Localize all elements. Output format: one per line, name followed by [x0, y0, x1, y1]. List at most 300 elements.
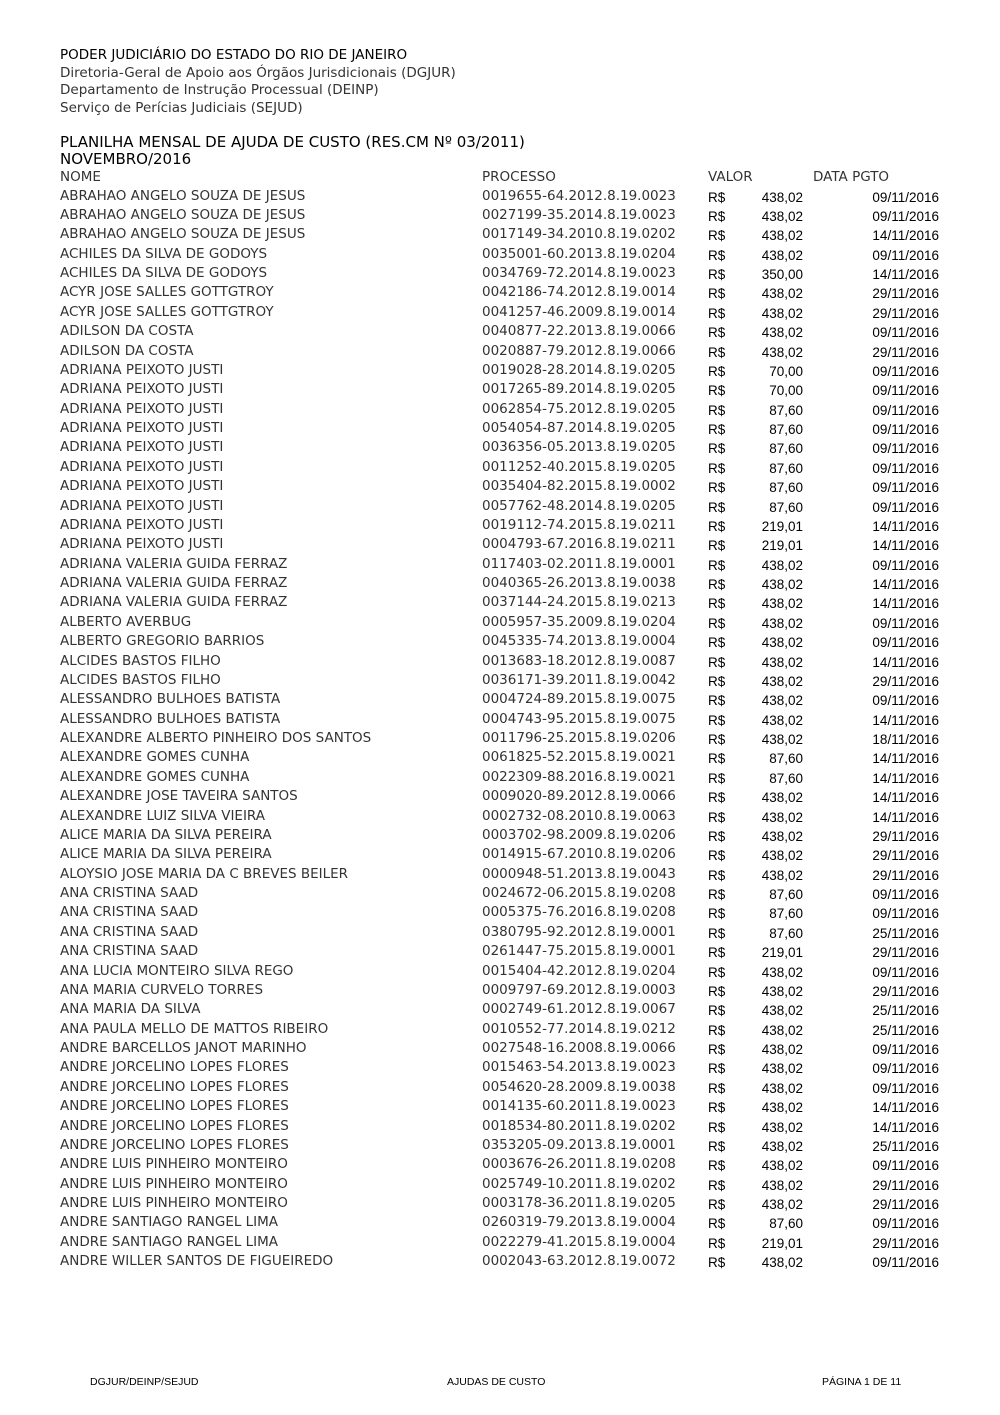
cell-valor: 438,02	[761, 983, 803, 999]
cell-nome: ADRIANA PEIXOTO JUSTI	[60, 361, 224, 378]
cell-nome: ALOYSIO JOSE MARIA DA C BREVES BEILER	[60, 865, 349, 882]
cell-currency: R$	[708, 402, 726, 418]
cell-data-pgto: 29/11/2016	[872, 286, 939, 302]
cell-data-pgto: 09/11/2016	[872, 189, 939, 205]
cell-valor: 438,02	[761, 1042, 803, 1057]
cell-data-pgto: 29/11/2016	[872, 848, 939, 864]
cell-currency: R$	[708, 480, 726, 496]
cell-data-pgto: 18/11/2016	[872, 732, 939, 747]
cell-processo: 0061825-52.2015.8.19.0021	[482, 749, 676, 766]
cell-nome: ANDRE JORCELINO LOPES FLORES	[60, 1136, 289, 1153]
cell-processo: 0002732-08.2010.8.19.0063	[482, 807, 676, 824]
cell-currency: R$	[708, 441, 726, 457]
cell-currency: R$	[708, 247, 726, 263]
cell-valor: 438,02	[761, 1255, 803, 1271]
cell-currency: R$	[708, 1042, 726, 1057]
cell-processo: 0011252-40.2015.8.19.0205	[482, 458, 676, 475]
cell-valor: 438,02	[761, 189, 803, 205]
cell-currency: R$	[708, 1080, 726, 1096]
cell-valor: 438,02	[761, 1061, 803, 1077]
table-row	[0, 652, 1000, 671]
table-row	[0, 1039, 1000, 1058]
cell-data-pgto: 09/11/2016	[872, 887, 939, 902]
cell-valor: 438,02	[761, 1003, 803, 1019]
table-row	[0, 981, 1000, 1000]
cell-nome: ADRIANA VALERIA GUIDA FERRAZ	[60, 594, 288, 611]
table-row	[0, 942, 1000, 961]
table-row	[0, 845, 1000, 864]
table-row	[0, 787, 1000, 806]
cell-valor: 438,02	[761, 828, 803, 844]
cell-processo: 0022309-88.2016.8.19.0021	[482, 768, 676, 785]
cell-currency: R$	[708, 983, 726, 999]
cell-valor: 438,02	[761, 964, 803, 980]
table-row	[0, 1078, 1000, 1097]
table-row	[0, 729, 1000, 748]
table-row	[0, 458, 1000, 477]
table-row	[0, 768, 1000, 787]
cell-nome: ADRIANA PEIXOTO JUSTI	[60, 536, 224, 553]
cell-processo: 0022279-41.2015.8.19.0004	[482, 1233, 676, 1250]
cell-nome: ADRIANA VALERIA GUIDA FERRAZ	[60, 575, 288, 591]
cell-valor: 87,60	[769, 480, 803, 496]
table-row	[0, 690, 1000, 709]
cell-data-pgto: 29/11/2016	[872, 867, 939, 883]
cell-valor: 87,60	[769, 460, 803, 476]
cell-currency: R$	[708, 770, 726, 786]
table-row	[0, 1252, 1000, 1271]
cell-processo: 0024672-06.2015.8.19.0208	[482, 885, 676, 901]
cell-processo: 0010552-77.2014.8.19.0212	[482, 1020, 676, 1037]
cell-processo: 0002749-61.2012.8.19.0067	[482, 1001, 676, 1018]
cell-valor: 438,02	[761, 848, 803, 864]
table-row	[0, 923, 1000, 942]
cell-data-pgto: 29/11/2016	[872, 1177, 939, 1193]
cell-nome: ADILSON DA COSTA	[60, 323, 194, 340]
cell-nome: ALBERTO GREGORIO BARRIOS	[60, 633, 265, 650]
cell-nome: ACHILES DA SILVA DE GODOYS	[60, 245, 268, 262]
cell-nome: ACYR JOSE SALLES GOTTGTROY	[60, 303, 274, 320]
cell-nome: ALCIDES BASTOS FILHO	[60, 652, 221, 669]
header-department: Departamento de Instrução Processual (DEINP)	[60, 82, 379, 98]
cell-valor: 438,02	[761, 1197, 803, 1212]
cell-valor: 438,02	[761, 325, 803, 341]
cell-valor: 438,02	[761, 305, 803, 321]
column-header-valor: VALOR	[708, 169, 753, 185]
table-row	[0, 613, 1000, 632]
cell-currency: R$	[708, 383, 726, 399]
cell-currency: R$	[708, 809, 726, 825]
cell-nome: ADRIANA PEIXOTO JUSTI	[60, 400, 224, 417]
footer-page-number: PÁGINA 1 DE 11	[822, 1376, 902, 1388]
cell-nome: ADRIANA PEIXOTO JUSTI	[60, 478, 224, 495]
cell-data-pgto: 09/11/2016	[872, 460, 939, 476]
cell-valor: 87,60	[769, 770, 803, 786]
cell-data-pgto: 09/11/2016	[872, 1061, 939, 1077]
cell-nome: ANA CRISTINA SAAD	[60, 943, 199, 960]
table-row	[0, 497, 1000, 516]
cell-data-pgto: 09/11/2016	[872, 480, 939, 496]
cell-nome: ADRIANA PEIXOTO JUSTI	[60, 381, 224, 398]
cell-nome: ALICE MARIA DA SILVA PEREIRA	[60, 846, 272, 863]
table-row	[0, 438, 1000, 457]
cell-currency: R$	[708, 1255, 726, 1271]
table-row	[0, 1155, 1000, 1174]
cell-processo: 0015463-54.2013.8.19.0023	[482, 1059, 676, 1076]
cell-nome: ALEXANDRE GOMES CUNHA	[60, 768, 250, 785]
table-row	[0, 1000, 1000, 1019]
cell-processo: 0380795-92.2012.8.19.0001	[482, 923, 676, 940]
cell-processo: 0017149-34.2010.8.19.0202	[482, 226, 676, 243]
table-row	[0, 710, 1000, 729]
cell-processo: 0025749-10.2011.8.19.0202	[482, 1175, 676, 1192]
cell-nome: ADRIANA PEIXOTO JUSTI	[60, 516, 224, 533]
cell-valor: 438,02	[761, 1138, 803, 1154]
cell-data-pgto: 14/11/2016	[872, 770, 939, 786]
cell-valor: 87,60	[769, 925, 803, 941]
cell-processo: 0041257-46.2009.8.19.0014	[482, 303, 676, 320]
cell-processo: 0017265-89.2014.8.19.0205	[482, 381, 676, 398]
cell-data-pgto: 09/11/2016	[872, 363, 939, 379]
cell-nome: ALESSANDRO BULHOES BATISTA	[60, 691, 281, 708]
cell-currency: R$	[708, 693, 726, 709]
cell-data-pgto: 25/11/2016	[872, 1022, 939, 1038]
column-header-nome: NOME	[60, 169, 101, 185]
cell-currency: R$	[708, 422, 726, 437]
footer-left: DGJUR/DEINP/SEJUD	[90, 1376, 199, 1388]
cell-valor: 438,02	[761, 635, 803, 651]
cell-currency: R$	[708, 712, 726, 728]
document-header	[60, 47, 456, 117]
cell-nome: ALEXANDRE JOSE TAVEIRA SANTOS	[60, 788, 298, 805]
cell-processo: 0019028-28.2014.8.19.0205	[482, 361, 676, 378]
cell-currency: R$	[708, 363, 726, 379]
cell-currency: R$	[708, 1216, 726, 1232]
cell-nome: ANA MARIA DA SILVA	[60, 1001, 201, 1018]
cell-data-pgto: 29/11/2016	[872, 673, 939, 689]
table-row	[0, 225, 1000, 244]
cell-valor: 438,02	[761, 596, 803, 612]
cell-nome: ANA MARIA CURVELO TORRES	[60, 981, 264, 998]
cell-nome: ALEXANDRE ALBERTO PINHEIRO DOS SANTOS	[60, 730, 372, 746]
cell-currency: R$	[708, 751, 726, 767]
table-row	[0, 245, 1000, 264]
cell-currency: R$	[708, 848, 726, 864]
cell-data-pgto: 09/11/2016	[872, 1042, 939, 1057]
cell-processo: 0117403-02.2011.8.19.0001	[482, 555, 676, 572]
cell-data-pgto: 09/11/2016	[872, 1255, 939, 1271]
table-row	[0, 187, 1000, 206]
column-header-data: DATA PGTO	[813, 169, 890, 185]
cell-currency: R$	[708, 615, 726, 631]
cell-currency: R$	[708, 518, 726, 534]
cell-currency: R$	[708, 887, 726, 902]
table-row	[0, 671, 1000, 690]
table-row	[0, 303, 1000, 322]
table-row	[0, 826, 1000, 845]
cell-processo: 0015404-42.2012.8.19.0204	[482, 962, 676, 979]
cell-currency: R$	[708, 1138, 726, 1154]
cell-valor: 219,01	[761, 1235, 803, 1251]
cell-currency: R$	[708, 557, 726, 573]
cell-nome: ACYR JOSE SALLES GOTTGTROY	[60, 284, 274, 301]
cell-processo: 0009020-89.2012.8.19.0066	[482, 788, 676, 805]
cell-data-pgto: 25/11/2016	[872, 1138, 939, 1154]
cell-processo: 0037144-24.2015.8.19.0213	[482, 594, 676, 611]
cell-data-pgto: 14/11/2016	[872, 809, 939, 825]
cell-valor: 438,02	[761, 1158, 803, 1174]
cell-currency: R$	[708, 499, 726, 515]
cell-currency: R$	[708, 1100, 726, 1116]
cell-nome: ANDRE SANTIAGO RANGEL LIMA	[60, 1233, 279, 1250]
cell-nome: ADRIANA PEIXOTO JUSTI	[60, 458, 224, 475]
cell-nome: ADRIANA VALERIA GUIDA FERRAZ	[60, 555, 288, 572]
cell-currency: R$	[708, 460, 726, 476]
cell-processo: 0057762-48.2014.8.19.0205	[482, 497, 676, 514]
cell-nome: ACHILES DA SILVA DE GODOYS	[60, 265, 268, 281]
header-court: PODER JUDICIÁRIO DO ESTADO DO RIO DE JANEIRO	[60, 47, 408, 63]
cell-nome: ADILSON DA COSTA	[60, 342, 194, 359]
cell-nome: ABRAHAO ANGELO SOUZA DE JESUS	[60, 187, 306, 204]
table-row	[0, 1175, 1000, 1194]
header-directorate: Diretoria-Geral de Apoio aos Órgãos Jurisdicionais (DGJUR)	[60, 64, 456, 81]
cell-valor: 70,00	[769, 363, 803, 379]
cell-currency: R$	[708, 906, 726, 922]
cell-valor: 438,02	[761, 673, 803, 689]
cell-nome: ALBERTO AVERBUG	[60, 613, 192, 630]
cell-currency: R$	[708, 635, 726, 651]
cell-nome: ALESSANDRO BULHOES BATISTA	[60, 710, 281, 727]
cell-processo: 0260319-79.2013.8.19.0004	[482, 1214, 676, 1231]
table-row	[0, 962, 1000, 981]
cell-currency: R$	[708, 208, 726, 224]
table-row	[0, 361, 1000, 380]
cell-processo: 0054054-87.2014.8.19.0205	[482, 420, 676, 436]
cell-nome: ANDRE JORCELINO LOPES FLORES	[60, 1117, 289, 1134]
table-row	[0, 748, 1000, 767]
cell-valor: 219,01	[761, 945, 803, 961]
cell-processo: 0003676-26.2011.8.19.0208	[482, 1156, 676, 1173]
cell-data-pgto: 14/11/2016	[872, 751, 939, 767]
table-row	[0, 884, 1000, 903]
table-row	[0, 1194, 1000, 1213]
cell-data-pgto: 09/11/2016	[872, 208, 939, 224]
cell-valor: 438,02	[761, 867, 803, 883]
cell-valor: 438,02	[761, 208, 803, 224]
cell-valor: 438,02	[761, 228, 803, 244]
table-row	[0, 342, 1000, 361]
cell-valor: 219,01	[761, 518, 803, 534]
cell-nome: ANDRE JORCELINO LOPES FLORES	[60, 1078, 289, 1095]
table-row	[0, 632, 1000, 651]
cell-data-pgto: 09/11/2016	[872, 383, 939, 399]
table-row	[0, 1136, 1000, 1155]
table-row	[0, 400, 1000, 419]
title-planilha: PLANILHA MENSAL DE AJUDA DE CUSTO (RES.CM Nº 03/2011)	[60, 133, 525, 151]
cell-nome: ALICE MARIA DA SILVA PEREIRA	[60, 826, 272, 843]
cell-data-pgto: 29/11/2016	[872, 305, 939, 321]
cell-valor: 87,60	[769, 751, 803, 767]
cell-currency: R$	[708, 344, 726, 360]
cell-currency: R$	[708, 1119, 726, 1135]
cell-currency: R$	[708, 673, 726, 689]
cell-valor: 438,02	[761, 712, 803, 728]
cell-currency: R$	[708, 325, 726, 341]
cell-valor: 438,02	[761, 577, 803, 592]
cell-currency: R$	[708, 828, 726, 844]
cell-data-pgto: 09/11/2016	[872, 964, 939, 980]
cell-currency: R$	[708, 1235, 726, 1251]
cell-data-pgto: 09/11/2016	[872, 906, 939, 922]
cell-valor: 438,02	[761, 1119, 803, 1135]
cell-valor: 438,02	[761, 247, 803, 263]
table-row	[0, 593, 1000, 612]
table-row	[0, 574, 1000, 593]
cell-valor: 70,00	[769, 383, 803, 399]
column-header-processo: PROCESSO	[482, 169, 556, 185]
cell-valor: 438,02	[761, 1080, 803, 1096]
cell-data-pgto: 09/11/2016	[872, 1216, 939, 1232]
table-row	[0, 535, 1000, 554]
cell-processo: 0019112-74.2015.8.19.0211	[482, 516, 676, 533]
cell-processo: 0000948-51.2013.8.19.0043	[482, 865, 676, 882]
cell-processo: 0045335-74.2013.8.19.0004	[482, 633, 676, 650]
cell-nome: ADRIANA PEIXOTO JUSTI	[60, 439, 224, 456]
cell-currency: R$	[708, 964, 726, 980]
cell-valor: 87,60	[769, 1216, 803, 1232]
cell-currency: R$	[708, 1061, 726, 1077]
cell-valor: 438,02	[761, 1100, 803, 1116]
table-row	[0, 1213, 1000, 1232]
cell-data-pgto: 09/11/2016	[872, 402, 939, 418]
cell-processo: 0004743-95.2015.8.19.0075	[482, 710, 676, 727]
cell-valor: 438,02	[761, 1022, 803, 1038]
cell-currency: R$	[708, 1177, 726, 1193]
cell-valor: 219,01	[761, 538, 803, 554]
cell-processo: 0018534-80.2011.8.19.0202	[482, 1117, 676, 1134]
cell-valor: 438,02	[761, 344, 803, 360]
cell-valor: 438,02	[761, 286, 803, 302]
cell-data-pgto: 09/11/2016	[872, 693, 939, 709]
table-row	[0, 283, 1000, 302]
cell-nome: ALEXANDRE LUIZ SILVA VIEIRA	[60, 807, 265, 824]
cell-data-pgto: 25/11/2016	[872, 1003, 939, 1019]
cell-processo: 0027548-16.2008.8.19.0066	[482, 1040, 676, 1056]
cell-currency: R$	[708, 925, 726, 941]
title-month: NOVEMBRO/2016	[60, 150, 192, 168]
cell-currency: R$	[708, 538, 726, 554]
cell-valor: 438,02	[761, 693, 803, 709]
cell-processo: 0003178-36.2011.8.19.0205	[482, 1195, 676, 1211]
cell-currency: R$	[708, 945, 726, 961]
cell-currency: R$	[708, 732, 726, 747]
cell-processo: 0034769-72.2014.8.19.0023	[482, 265, 676, 281]
cell-nome: ALCIDES BASTOS FILHO	[60, 671, 221, 688]
table-row	[0, 419, 1000, 438]
cell-valor: 438,02	[761, 654, 803, 670]
table-row	[0, 380, 1000, 399]
cell-valor: 87,60	[769, 887, 803, 902]
cell-processo: 0014915-67.2010.8.19.0206	[482, 846, 676, 863]
cell-data-pgto: 14/11/2016	[872, 712, 939, 728]
cell-currency: R$	[708, 1003, 726, 1019]
cell-data-pgto: 09/11/2016	[872, 557, 939, 573]
cell-currency: R$	[708, 267, 726, 282]
cell-nome: ANDRE LUIS PINHEIRO MONTEIRO	[60, 1195, 288, 1211]
cell-data-pgto: 14/11/2016	[872, 538, 939, 554]
table-row	[0, 865, 1000, 884]
cell-data-pgto: 09/11/2016	[872, 325, 939, 341]
cell-nome: ANA CRISTINA SAAD	[60, 923, 199, 940]
cell-currency: R$	[708, 305, 726, 321]
cell-processo: 0035404-82.2015.8.19.0002	[482, 478, 676, 495]
cell-data-pgto: 29/11/2016	[872, 344, 939, 360]
cell-data-pgto: 29/11/2016	[872, 828, 939, 844]
cell-processo: 0036356-05.2013.8.19.0205	[482, 439, 676, 456]
cell-valor: 438,02	[761, 790, 803, 806]
cell-currency: R$	[708, 596, 726, 612]
cell-nome: ANDRE JORCELINO LOPES FLORES	[60, 1098, 289, 1115]
cell-nome: ANA PAULA MELLO DE MATTOS RIBEIRO	[60, 1020, 329, 1037]
cell-data-pgto: 09/11/2016	[872, 499, 939, 515]
cell-valor: 87,60	[769, 906, 803, 922]
table-row	[0, 903, 1000, 922]
cell-data-pgto: 09/11/2016	[872, 1080, 939, 1096]
table-row	[0, 322, 1000, 341]
cell-data-pgto: 14/11/2016	[872, 790, 939, 806]
cell-currency: R$	[708, 1022, 726, 1038]
cell-valor: 438,02	[761, 1177, 803, 1193]
cell-data-pgto: 14/11/2016	[872, 1100, 939, 1116]
cell-valor: 350,00	[761, 267, 803, 282]
cell-nome: ANDRE WILLER SANTOS DE FIGUEIREDO	[60, 1253, 334, 1270]
cell-valor: 438,02	[761, 809, 803, 825]
payment-table	[0, 187, 1000, 1272]
cell-data-pgto: 29/11/2016	[872, 1235, 939, 1251]
cell-data-pgto: 14/11/2016	[872, 1119, 939, 1135]
cell-processo: 0040877-22.2013.8.19.0066	[482, 323, 676, 340]
cell-processo: 0005375-76.2016.8.19.0208	[482, 904, 676, 921]
cell-processo: 0353205-09.2013.8.19.0001	[482, 1136, 676, 1153]
cell-valor: 438,02	[761, 732, 803, 747]
table-row	[0, 1097, 1000, 1116]
cell-data-pgto: 14/11/2016	[872, 267, 939, 282]
cell-nome: ABRAHAO ANGELO SOUZA DE JESUS	[60, 226, 306, 243]
cell-processo: 0261447-75.2015.8.19.0001	[482, 943, 676, 960]
cell-processo: 0027199-35.2014.8.19.0023	[482, 206, 676, 223]
cell-currency: R$	[708, 1158, 726, 1174]
cell-valor: 87,60	[769, 499, 803, 515]
cell-nome: ANA CRISTINA SAAD	[60, 904, 199, 921]
table-row	[0, 264, 1000, 283]
cell-currency: R$	[708, 286, 726, 302]
table-row	[0, 807, 1000, 826]
table-row	[0, 555, 1000, 574]
cell-valor: 87,60	[769, 402, 803, 418]
cell-data-pgto: 14/11/2016	[872, 518, 939, 534]
cell-processo: 0003702-98.2009.8.19.0206	[482, 826, 676, 843]
cell-currency: R$	[708, 577, 726, 592]
footer-center: AJUDAS DE CUSTO	[447, 1376, 546, 1388]
cell-data-pgto: 09/11/2016	[872, 422, 939, 437]
table-row	[0, 516, 1000, 535]
cell-processo: 0040365-26.2013.8.19.0038	[482, 575, 676, 591]
cell-currency: R$	[708, 654, 726, 670]
cell-currency: R$	[708, 1197, 726, 1212]
cell-currency: R$	[708, 189, 726, 205]
cell-processo: 0054620-28.2009.8.19.0038	[482, 1078, 676, 1095]
header-service: Serviço de Perícias Judiciais (SEJUD)	[60, 99, 303, 116]
